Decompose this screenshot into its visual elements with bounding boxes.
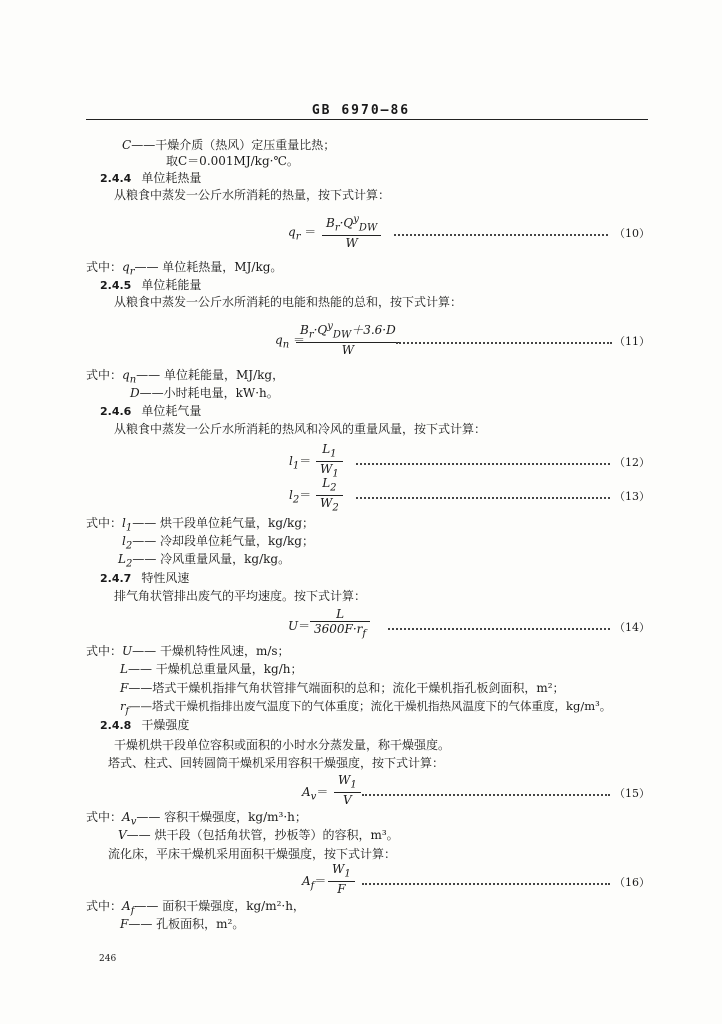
eq13-leader xyxy=(356,497,610,499)
eq12-where-2: $l_2——$ 冷却段单位耗气量，kg/kg； xyxy=(122,534,314,552)
section-2-4-8-p1: 干燥机烘干段单位容积或面积的小时水分蒸发量，称干燥强度。 xyxy=(114,738,451,752)
eq11-leader xyxy=(396,342,612,344)
eq10-where: 式中：$q_r——$ 单位耗热量，MJ/kg。 xyxy=(86,260,283,278)
eq12-fraction: $L_1$ $W_1$ xyxy=(316,442,343,482)
eq12-where-1: 式中：$l_1——$ 烘干段单位耗气量，kg/kg； xyxy=(86,516,314,534)
eq14-where-3: F——塔式干燥机指排气角状管排气端面积的总和；流化干燥机指孔板剑面积，m²； xyxy=(120,681,565,695)
section-2-4-5-intro: 从粮食中蒸发一公斤水所消耗的电能和热能的总和，按下式计算： xyxy=(114,295,463,309)
section-2-4-8-p3: 流化床，平床干燥机采用面积干燥强度，按下式计算： xyxy=(108,847,397,861)
eq16-leader xyxy=(362,883,610,885)
section-2-4-4-intro: 从粮食中蒸发一公斤水所消耗的热量，按下式计算： xyxy=(114,188,391,202)
eq11-where-1: 式中：$q_n——$ 单位耗能量，MJ/kg， xyxy=(86,368,285,386)
section-2-4-8-p2: 塔式、柱式、回转圆筒干燥机采用容积干燥强度，按下式计算： xyxy=(108,756,445,770)
section-2-4-7-intro: 排气角状管排出废气的平均速度。按下式计算： xyxy=(114,589,367,603)
eq15-fraction: $W_1$ V xyxy=(334,773,361,807)
eq10-leader xyxy=(394,234,608,236)
eq15-lhs: $A_v=$ xyxy=(302,785,329,803)
section-2-4-8-heading: 2.4.8 干燥强度 xyxy=(100,718,190,732)
document-header: GB 6970—86 xyxy=(311,103,411,118)
section-2-4-4-heading: 2.4.4 单位耗热量 xyxy=(100,171,202,185)
eq13-lhs: $l_2=$ xyxy=(289,488,312,506)
section-2-4-6-intro: 从粮食中蒸发一公斤水所消耗的热风和冷风的重量风量，按下式计算： xyxy=(114,422,487,436)
eq14-where-2: L—— 干燥机总重量风量，kg/h； xyxy=(120,662,303,676)
eq15-leader xyxy=(362,794,610,796)
section-2-4-6-heading: 2.4.6 单位耗气量 xyxy=(100,404,202,418)
eq14-where-1: 式中：U—— 干燥机特性风速，m/s； xyxy=(86,644,290,658)
eq16-fraction: $W_1$ F xyxy=(328,862,355,896)
eq14-fraction: L $3600F\cdot r_f$ xyxy=(310,607,370,641)
eq16-lhs: $A_f=$ xyxy=(302,874,327,892)
eq11-fraction: $B_r\cdot Q^y_{DW}+3.6\cdot D$ W xyxy=(296,320,400,357)
eq15-number: （15） xyxy=(614,787,650,800)
eq14-where-4: $r_f——$塔式干燥机指排出废气温度下的气体重度；流化干燥机指热风温度下的气体重度，kg/m³。 xyxy=(120,699,612,717)
section-2-4-7-heading: 2.4.7 特性风速 xyxy=(100,571,190,585)
eq14-lhs: U＝ xyxy=(288,619,311,633)
eq11-lhs: $q_n$ ＝ xyxy=(275,333,305,351)
page-number: 246 xyxy=(99,954,117,964)
eq13-number: （13） xyxy=(614,490,650,503)
eq10-lhs: $q_r$ ＝ xyxy=(288,225,317,243)
c-value-line: 取C＝0.001MJ/kg·℃。 xyxy=(166,154,299,168)
header-rule xyxy=(86,119,648,120)
section-2-4-5-heading: 2.4.5 单位耗能量 xyxy=(100,278,202,292)
eq10-fraction: $B_r\cdot Q^y_{DW}$ W xyxy=(322,213,381,250)
eq11-number: （11） xyxy=(614,335,650,348)
eq10-number: （10） xyxy=(614,227,650,240)
eq16-where-1: 式中：$A_f——$ 面积干燥强度，kg/m²·h， xyxy=(86,899,305,917)
eq14-leader xyxy=(388,628,610,630)
eq14-number: （14） xyxy=(614,621,650,634)
c-definition: C——干燥介质（热风）定压重量比热； xyxy=(122,138,336,152)
eq12-where-3: $L_2——$ 冷风重量风量，kg/kg。 xyxy=(118,552,291,570)
eq15-where-1: 式中：$A_v——$ 容积干燥强度，kg/m³·h； xyxy=(86,810,307,828)
eq16-where-2: F—— 孔板面积，m²。 xyxy=(120,917,245,931)
eq12-number: （12） xyxy=(614,456,650,469)
eq12-lhs: $l_1=$ xyxy=(289,454,312,472)
eq11-where-2: D——小时耗电量，kW·h。 xyxy=(130,386,279,400)
eq12-leader xyxy=(356,463,610,465)
eq15-where-2: V—— 烘干段（包括角状管，抄板等）的容积，m³。 xyxy=(118,828,399,842)
eq13-fraction: $L_2$ $W_2$ xyxy=(316,476,343,516)
eq16-number: （16） xyxy=(614,876,650,889)
